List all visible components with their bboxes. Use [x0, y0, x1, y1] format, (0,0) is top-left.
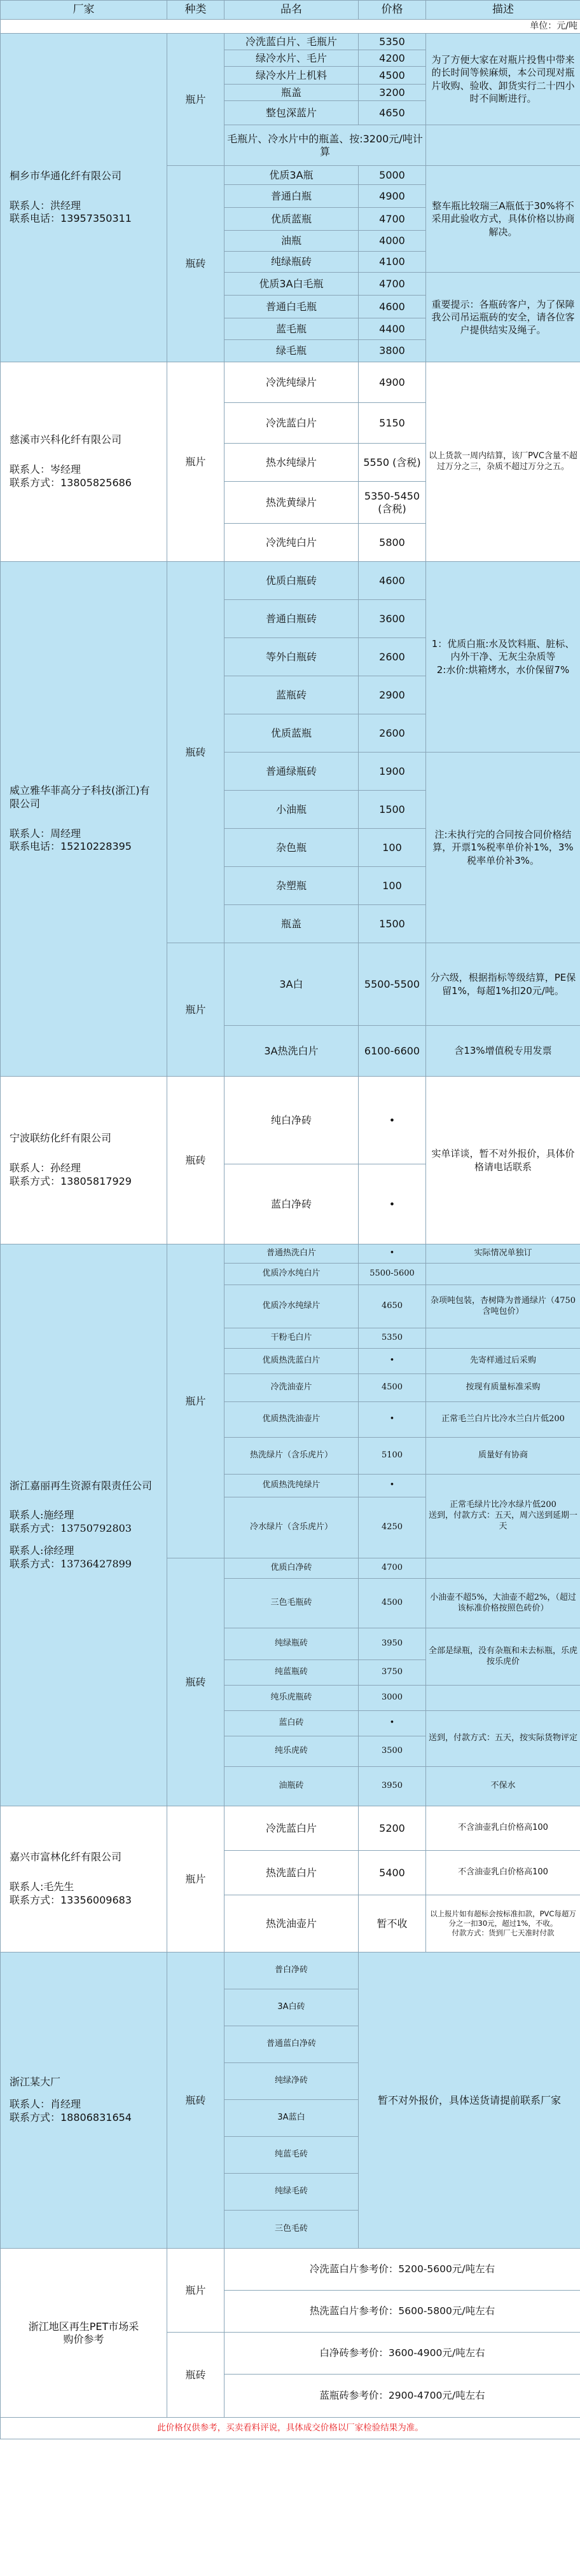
price-cell: 5350: [359, 1328, 426, 1349]
kind-cell: 瓶片: [167, 943, 224, 1077]
product-cell: 纯绿净砖: [224, 2063, 359, 2100]
price-cell: 5100: [359, 1438, 426, 1475]
product-cell: 3A白砖: [224, 1989, 359, 2026]
header-price: 价格: [359, 1, 426, 20]
product-cell: 3A蓝白: [224, 2100, 359, 2137]
price-cell: •: [359, 1475, 426, 1497]
product-cell: 瓶盖: [224, 85, 359, 101]
product-cell: 冷洗蓝白片: [224, 403, 359, 444]
price-cell: •: [359, 1164, 426, 1244]
price-cell: 5400: [359, 1851, 426, 1895]
product-cell: 等外白瓶砖: [224, 638, 359, 676]
product-cell: 冷洗纯白片: [224, 524, 359, 562]
company-cell: [1, 562, 167, 1077]
company-phone: 联系方式：18806831654: [10, 2111, 132, 2123]
desc-cell: 重要提示：各瓶砖客户，为了保障我公司吊运瓶砖的安全，请各位客户提供结实及绳子。: [426, 273, 580, 362]
price-cell: 3950: [359, 1767, 426, 1806]
company-name: 嘉兴市富林化纤有限公司: [10, 1851, 122, 1864]
product-cell: 普通蓝白净砖: [224, 2026, 359, 2063]
product-cell: 普通白毛瓶: [224, 296, 359, 318]
price-cell: •: [359, 1077, 426, 1164]
company-contact: 联系人：岑经理: [10, 463, 81, 476]
unit-label: 单位：元/吨: [1, 20, 580, 34]
price-cell: 4200: [359, 50, 426, 67]
product-cell: 优质白瓶砖: [224, 562, 359, 600]
price-cell: 3000: [359, 1686, 426, 1711]
product-cell: 热水纯绿片: [224, 444, 359, 482]
product-cell: 三色毛瓶砖: [224, 1579, 359, 1628]
kind-cell: 瓶砖: [167, 166, 224, 362]
product-cell: 小油瓶: [224, 791, 359, 829]
product-cell: 蓝瓶砖: [224, 676, 359, 714]
kind-cell: 瓶砖: [167, 1077, 224, 1244]
company-name: 宁波联纺化纤有限公司: [10, 1132, 112, 1145]
price-cell: 3800: [359, 340, 426, 362]
price-cell: 5000: [359, 166, 426, 185]
product-cell: 纯绿瓶砖: [224, 1628, 359, 1660]
desc-cell: 不含油壶乳白价格高100: [426, 1851, 580, 1895]
company-cell: [1, 2249, 167, 2418]
product-cell: 优质冷水纯白片: [224, 1264, 359, 1285]
price-cell: 5500-5600: [359, 1264, 426, 1285]
desc-cell: 整车瓶比较瑞三A瓶低于30%将不采用此验收方式，具体价格以协商解决。: [426, 166, 580, 273]
price-cell: 4700: [359, 273, 426, 296]
product-cell: 优质热洗油壶片: [224, 1402, 359, 1438]
desc-cell: [426, 1264, 580, 1285]
header-factory: 厂家: [1, 1, 167, 20]
price-cell: 4600: [359, 296, 426, 318]
product-cell: 冷洗纯绿片: [224, 362, 359, 403]
product-cell: 毛瓶片、冷水片中的瓶盖、按:3200元/吨计算: [224, 125, 426, 166]
price-cell: 4250: [359, 1497, 426, 1558]
price-cell: •: [359, 1244, 426, 1264]
price-cell: 5200: [359, 1806, 426, 1851]
product-cell: 优质热洗蓝白片: [224, 1349, 359, 1374]
desc-cell: 实际情况单独订: [426, 1244, 580, 1264]
kind-cell: 瓶砖: [167, 2333, 224, 2418]
company-cell: [1, 362, 167, 562]
desc-cell: 正常毛绿片比冷水绿片低200 送到，付款方式：五天，周六送到延期一天: [426, 1475, 580, 1558]
product-cell: 优质3A白毛瓶: [224, 273, 359, 296]
product-cell: 杂色瓶: [224, 829, 359, 867]
company-phone: 联系电话：15210228395: [10, 840, 132, 853]
product-cell: 蓝毛瓶: [224, 318, 359, 340]
price-cell: 1500: [359, 905, 426, 943]
company-phone: 联系方式：13805817929: [10, 1175, 132, 1187]
product-cell: 冷洗蓝白片: [224, 1806, 359, 1851]
desc-cell: 小油壶不超5%，大油壶不超2%，（超过该标准价格按照色砖价）: [426, 1579, 580, 1628]
company-phone: 联系方式：13805825686: [10, 476, 132, 489]
desc-cell: 暂不对外报价，具体送货请提前联系厂家: [359, 1952, 580, 2249]
desc-cell: 全部是绿瓶，没有杂瓶和未去标瓶，乐虎按乐虎价: [426, 1628, 580, 1686]
price-cell: 5350-5450 (含税): [359, 482, 426, 524]
price-cell: •: [359, 1711, 426, 1736]
desc-cell: 送到，付款方式：五天，按实际货物评定: [426, 1711, 580, 1767]
company-contact: 联系人：周经理: [10, 827, 81, 840]
desc-cell: 注:未执行完的合同按合同价格结算，开票1%税率单价补1%，3%税率单价补3%。: [426, 753, 580, 943]
desc-cell: 质量好有协商: [426, 1438, 580, 1475]
desc-cell: 1：优质白瓶:水及饮料瓶、脏标、内外干净、无灰尘杂质等 2:水价:烘箱烤水，水价保留7%: [426, 562, 580, 753]
product-cell: 整包深蓝片: [224, 101, 359, 125]
product-cell: 纯白净砖: [224, 1077, 359, 1164]
price-cell: 3750: [359, 1660, 426, 1686]
company-phone: 联系方式：13356009683: [10, 1893, 132, 1906]
product-cell: 普通白瓶砖: [224, 600, 359, 638]
company-contact: 联系人：洪经理: [10, 199, 81, 212]
product-cell: 普白净砖: [224, 1952, 359, 1989]
company-phone: 联系方式：13750792803: [10, 1522, 132, 1535]
product-cell: 优质蓝瓶: [224, 714, 359, 753]
price-cell: 2600: [359, 638, 426, 676]
product-cell: 三色毛砖: [224, 2211, 359, 2249]
price-cell: 4650: [359, 101, 426, 125]
product-cell: 纯绿毛砖: [224, 2174, 359, 2211]
product-cell: 优质3A瓶: [224, 166, 359, 185]
kind-cell: 瓶片: [167, 34, 224, 166]
price-cell: 5350: [359, 34, 426, 50]
price-cell: 1500: [359, 791, 426, 829]
kind-cell: 瓶砖: [167, 1558, 224, 1806]
price-cell: 4700: [359, 208, 426, 231]
product-cell: 绿冷水片、毛片: [224, 50, 359, 67]
company-name: 慈溪市兴科化纤有限公司: [10, 433, 122, 446]
price-cell: 3600: [359, 600, 426, 638]
product-cell: 纯乐虎瓶砖: [224, 1686, 359, 1711]
company-name: 浙江某大厂: [10, 2076, 61, 2089]
company-name: 浙江地区再生PET市场采购价参考: [28, 2320, 139, 2345]
product-cell: 优质冷水纯绿片: [224, 1285, 359, 1328]
reference-price: 冷洗蓝白片参考价：5200-5600元/吨左右: [224, 2249, 580, 2291]
product-cell: 油瓶: [224, 231, 359, 252]
product-cell: 普通绿瓶砖: [224, 753, 359, 791]
price-cell: 5150: [359, 403, 426, 444]
price-cell: 1900: [359, 753, 426, 791]
price-cell: 5550 (含税): [359, 444, 426, 482]
product-cell: 热洗蓝白片: [224, 1851, 359, 1895]
price-cell: •: [359, 1349, 426, 1374]
company-contact: 联系人:施经理: [10, 1509, 74, 1522]
company-contact: 联系人:徐经理: [10, 1544, 74, 1557]
company-name: 桐乡市华通化纤有限公司: [10, 169, 122, 182]
company-contact: 联系人：肖经理: [10, 2098, 81, 2111]
price-cell: 4900: [359, 185, 426, 208]
product-cell: 普通热洗白片: [224, 1244, 359, 1264]
product-cell: 热洗油壶片: [224, 1895, 359, 1952]
desc-cell: 不含油壶乳白价格高100: [426, 1806, 580, 1851]
price-cell: 4400: [359, 318, 426, 340]
price-cell: 4900: [359, 362, 426, 403]
company-cell: [1, 1077, 167, 1244]
product-cell: 优质白净砖: [224, 1558, 359, 1579]
price-cell: 2600: [359, 714, 426, 753]
desc-cell: 正常毛兰白片比冷水兰白片低200: [426, 1402, 580, 1438]
company-cell: [1, 1952, 167, 2249]
product-cell: 冷水绿片（含乐虎片）: [224, 1497, 359, 1558]
price-cell: 4650: [359, 1285, 426, 1328]
price-cell: 2900: [359, 676, 426, 714]
product-cell: 瓶盖: [224, 905, 359, 943]
product-cell: 干粉毛白片: [224, 1328, 359, 1349]
price-cell: 3500: [359, 1736, 426, 1767]
reference-price: 蓝瓶砖参考价：2900-4700元/吨左右: [224, 2375, 580, 2418]
price-cell: 4700: [359, 1558, 426, 1579]
price-cell: 4000: [359, 231, 426, 252]
price-cell: •: [359, 1402, 426, 1438]
price-cell: 3200: [359, 85, 426, 101]
company-cell: [1, 1806, 167, 1952]
product-cell: 蓝白砖: [224, 1711, 359, 1736]
footer-note: 此价格仅供参考，买卖看料评说，具体成交价格以厂家检验结果为准。: [1, 2418, 580, 2439]
price-cell: 100: [359, 829, 426, 867]
product-cell: 普通白瓶: [224, 185, 359, 208]
price-cell: 5500-5500: [359, 943, 426, 1026]
price-cell: 4500: [359, 1374, 426, 1402]
desc-cell: 按现有质量标准采购: [426, 1374, 580, 1402]
product-cell: 热洗绿片（含乐虎片）: [224, 1438, 359, 1475]
product-cell: 纯蓝毛砖: [224, 2137, 359, 2174]
company-contact: 联系人:毛先生: [10, 1881, 74, 1893]
company-cell: [1, 34, 167, 362]
price-cell: 4100: [359, 252, 426, 273]
company-cell: [1, 1244, 167, 1806]
header-desc: 描述: [426, 1, 580, 20]
kind-cell: 瓶片: [167, 2249, 224, 2333]
desc-cell: 不保水: [426, 1767, 580, 1806]
product-cell: 冷洗油壶片: [224, 1374, 359, 1402]
price-cell: 5800: [359, 524, 426, 562]
header-product: 品名: [224, 1, 359, 20]
product-cell: 优质热洗纯绿片: [224, 1475, 359, 1497]
product-cell: 热洗黄绿片: [224, 482, 359, 524]
kind-cell: 瓶片: [167, 1806, 224, 1952]
product-cell: 杂塑瓶: [224, 867, 359, 905]
company-name: 威立雅华菲高分子科技(浙江)有限公司: [10, 784, 150, 810]
price-cell: 暂不收: [359, 1895, 426, 1952]
kind-cell: 瓶砖: [167, 1952, 224, 2249]
price-cell: 6100-6600: [359, 1026, 426, 1077]
product-cell: 3A热洗白片: [224, 1026, 359, 1077]
desc-cell: 实单详谈，暂不对外报价，具体价格请电话联系: [426, 1077, 580, 1244]
company-name: 浙江嘉丽再生资源有限责任公司: [10, 1479, 153, 1492]
price-cell: 4600: [359, 562, 426, 600]
kind-cell: 瓶片: [167, 362, 224, 562]
price-cell: 100: [359, 867, 426, 905]
header-row: [1, 1, 580, 20]
product-cell: 油瓶砖: [224, 1767, 359, 1806]
desc-cell: 先寄样通过后采购: [426, 1349, 580, 1374]
reference-price: 热洗蓝白片参考价：5600-5800元/吨左右: [224, 2291, 580, 2333]
company-phone: 联系方式：13736427899: [10, 1557, 132, 1570]
desc-cell: 为了方便大家在对瓶片投售中带来的长时间等候麻烦，本公司现对瓶片收购、验收、卸货实行二十四小时不间断进行。: [426, 34, 580, 125]
product-cell: 冷洗蓝白片、毛瓶片: [224, 34, 359, 50]
desc-cell: 以上报片如有超标会按标准扣款，PVC每超万分之一扣30元，超过1%，不收。 付款方式：货到厂七天准时付款: [426, 1895, 580, 1952]
price-cell: 3950: [359, 1628, 426, 1660]
desc-cell: 以上货款一周内结算，该厂PVC含量不超过万分之三，杂质不超过万分之五。: [426, 362, 580, 562]
company-contact: 联系人：孙经理: [10, 1162, 81, 1175]
reference-price: 白净砖参考价：3600-4900元/吨左右: [224, 2333, 580, 2375]
product-cell: 纯绿瓶砖: [224, 252, 359, 273]
kind-cell: 瓶片: [167, 1244, 224, 1558]
desc-cell: 分六级，根据指标等级结算，PE保留1%，每超1%扣20元/吨。: [426, 943, 580, 1026]
company-phone: 联系电话：13957350311: [10, 212, 132, 225]
product-cell: 蓝白净砖: [224, 1164, 359, 1244]
product-cell: 绿冷水片上机料: [224, 67, 359, 85]
product-cell: 绿毛瓶: [224, 340, 359, 362]
price-cell: 4500: [359, 67, 426, 85]
product-cell: 纯乐虎砖: [224, 1736, 359, 1767]
product-cell: 纯蓝瓶砖: [224, 1660, 359, 1686]
header-kind: 种类: [167, 1, 224, 20]
desc-cell: [426, 1328, 580, 1349]
kind-cell: 瓶砖: [167, 562, 224, 943]
price-cell: 4500: [359, 1579, 426, 1628]
desc-cell: 含13%增值税专用发票: [426, 1026, 580, 1077]
product-cell: 3A白: [224, 943, 359, 1026]
desc-cell: 杂项吨包装，杏树降为普通绿片（4750含吨包价）: [426, 1285, 580, 1328]
product-cell: 优质蓝瓶: [224, 208, 359, 231]
table-row: [1, 34, 580, 50]
